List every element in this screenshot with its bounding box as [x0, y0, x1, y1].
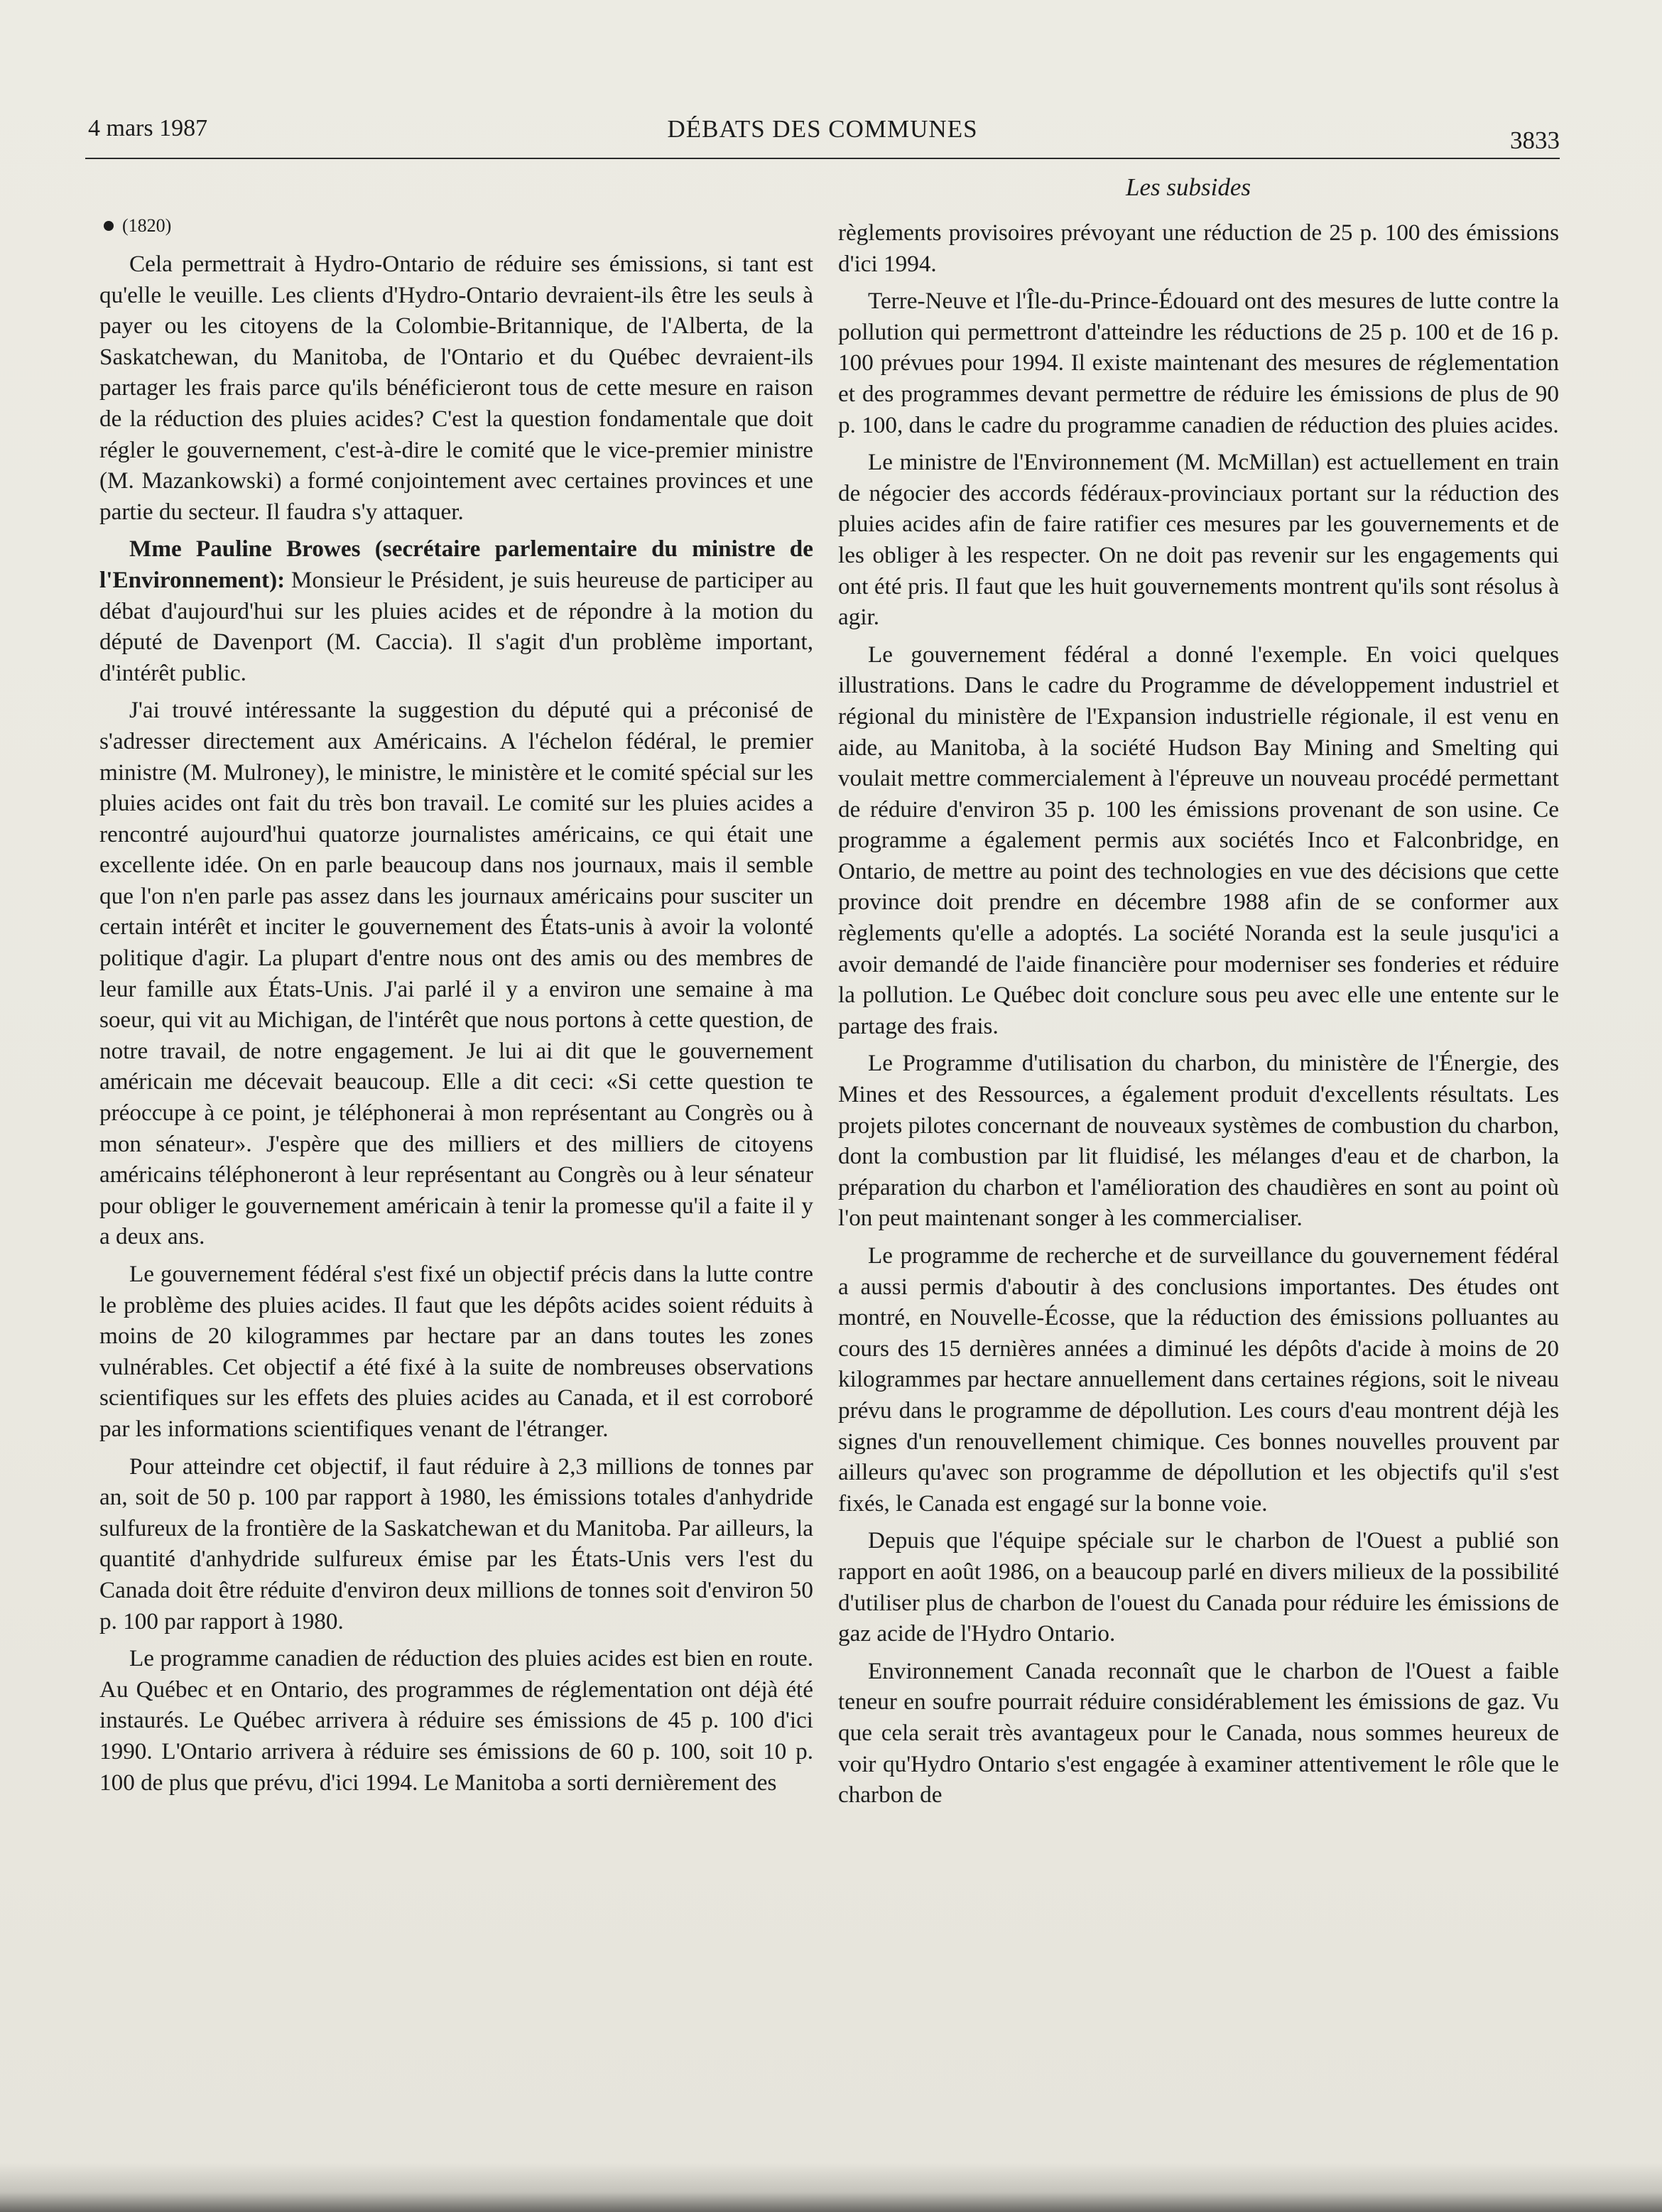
paragraph-continued: règlements provisoires prévoyant une réduction de 25 p. 100 des émissions d'ici 1994.	[838, 219, 1559, 277]
paragraph: Le programme de recherche et de surveillance du gouvernement fédéral a aussi permis d'aboutir à des conclusions importantes. Des études ont montré, en Nouvelle-Écosse, que la réduction des émissions polluantes au cours des 15 dernières années a diminué les dépôts d'acide à moins de 20 kilogrammes par hectare annuellement dans certaines régions, soit le niveau prévu dans le programme de dépollution. Les cours d'eau montrent déjà les signes d'un renouvellement chimique. Ces bonnes nouvelles prouvent par ailleurs qu'avec son programme de dépollution et les objectifs qu'il s'est fixés, le Canada est engagé sur la bonne voie.	[838, 1242, 1559, 1517]
left-column	[99, 213, 813, 1804]
time-marker-label: (1820)	[122, 215, 172, 236]
paragraph: J'ai trouvé intéressante la suggestion du député qui a préconisé de s'adresser directement aux Américains. A l'échelon fédéral, le premier ministre (M. Mulroney), le ministre, le ministère et le comité spécial sur les pluies acides ont fait du très bon travail. Le comité sur les pluies acides a rencontré aujourd'hui quatorze journalistes américains, ce qui était une excellente idée. On en parle beaucoup dans nos journaux, mais il semble que l'on n'en parle pas assez dans les journaux américains pour susciter un certain intérêt et inciter le gouvernement des États-unis à avoir la volonté politique d'agir. La plupart d'entre nous ont des amis ou des membres de leur famille aux États-Unis. J'ai parlé il y a environ une semaine à ma soeur, qui vit au Michigan, de l'intérêt que nous portons à cette question, de notre travail, de notre engagement. Je lui ai dit que le gouvernement américain me décevait beaucoup. Elle a dit ceci: «Si cette question te préoccupe à ce point, je téléphonerai à mon représentant au Congrès ou à mon sénateur». J'espère que des milliers et des milliers de citoyens américains téléphoneront à leur représentant au Congrès ou à leur sénateur pour obliger le gouvernement américain à tenir la promesse qu'il a faite il y a deux ans.	[99, 697, 813, 1250]
bullet-icon	[104, 221, 114, 231]
page-header	[85, 115, 1560, 159]
paragraph: Environnement Canada reconnaît que le charbon de l'Ouest a faible teneur en soufre pourrait réduire considérablement les émissions de gaz. Vu que cela serait très avantageux pour le Canada, nous sommes heureux de voir qu'Hydro Ontario s'est engagée à examiner attentivement le rôle que le charbon de	[838, 1657, 1559, 1809]
speaker-name: Mme Pauline Browes (secrétaire parlementaire du ministre de l'Environnement):	[99, 536, 813, 593]
header-date: 4 mars 1987	[88, 115, 208, 141]
paragraph-with-speaker	[99, 533, 813, 688]
time-marker	[99, 213, 813, 239]
paragraph: Depuis que l'équipe spéciale sur le charbon de l'Ouest a publié son rapport en août 1986, on a beaucoup parlé en divers milieux de la possibilité d'utiliser plus de charbon de l'ouest du Canada pour réduire les émissions de gaz acide de l'Hydro Ontario.	[838, 1527, 1559, 1647]
paragraph: Le gouvernement fédéral a donné l'exemple. En voici quelques illustrations. Dans le cadre du Programme de développement industriel et régional du ministère de l'Expansion industrielle régionale, il est venu en aide, au Manitoba, à la société Hudson Bay Mining and Smelting qui voulait mettre commercialement à l'épreuve un nouveau procédé permettant de réduire d'environ 35 p. 100 les émissions provenant de son usine. Ce programme a également permis aux sociétés Inco et Falconbridge, en Ontario, de mettre au point des technologies en vue des décisions que cette province doit prendre en décembre 1988 afin de se conformer aux règlements qu'elle a adoptés. La société Noranda est la seule jusqu'ici a avoir demandé de l'aide financière pour moderniser ses fonderies et réduire la pollution. Le Québec doit conclure sous peu avec elle une entente sur le partage des frais.	[838, 641, 1559, 1039]
speaker-text: Monsieur le Président, je suis heureuse de participer au débat d'aujourd'hui sur les pluies acides et de répondre à la motion du député de Davenport (M. Caccia). Il s'agit d'un problème important, d'intérêt public.	[99, 566, 813, 686]
paragraph: Le programme canadien de réduction des pluies acides est bien en route. Au Québec et en Ontario, des programmes de réglementation ont déjà été instaurés. Le Québec arrivera à réduire ses émissions de 45 p. 100 d'ici 1990. L'Ontario arrivera à réduire ses émissions de 60 p. 100, soit 10 p. 100 de plus que prévu, d'ici 1994. Le Manitoba a sorti dernièrement des	[99, 1645, 813, 1796]
right-column	[838, 217, 1559, 1817]
header-title: DÉBATS DES COMMUNES	[667, 115, 978, 143]
paragraph: Terre-Neuve et l'Île-du-Prince-Édouard ont des mesures de lutte contre la pollution qui permettront d'atteindre les réductions de 25 p. 100 et de 16 p. 100 prévues pour 1994. Il existe maintenant des mesures de réglementation et des programmes devant permettre de réduire les émissions de plus de 90 p. 100, dans le cadre du programme canadien de réduction des pluies acides.	[838, 288, 1559, 438]
paragraph: Cela permettrait à Hydro-Ontario de réduire ses émissions, si tant est qu'elle le veuille. Les clients d'Hydro-Ontario devraient-ils être les seuls à payer ou les citoyens de la Colombie-Britannique, de l'Alberta, de la Saskatchewan, du Manitoba, de l'Ontario et du Québec devraient-ils partager les frais parce qu'ils bénéficieront tous de cette mesure en raison de la réduction des pluies acides? C'est la question fondamentale que doit régler le gouvernement, c'est-à-dire le comité que le vice-premier ministre (M. Mazankowski) a formé conjointement avec certaines provinces et une partie du secteur. Il faudra s'y attaquer.	[99, 251, 813, 525]
page-edge-shadow	[0, 2162, 1662, 2212]
paragraph: Le gouvernement fédéral s'est fixé un objectif précis dans la lutte contre le problème des pluies acides. Il faut que les dépôts acides soient réduits à moins de 20 kilogrammes par hectare par an dans toutes les zones vulnérables. Cet objectif a été fixé à la suite de nombreuses observations scientifiques sur les effets des pluies acides au Canada, et il est corroboré par les informations scientifiques venant de l'étranger.	[99, 1261, 813, 1442]
paragraph: Le ministre de l'Environnement (M. McMillan) est actuellement en train de négocier des accords fédéraux-provinciaux portant sur la réduction des pluies acides afin de faire ratifier ces mesures par les gouvernements et de les obliger à les respecter. On ne doit pas revenir sur les engagements qui ont été pris. Il faut que les huit gouvernements montrent qu'ils sont résolus à agir.	[838, 449, 1559, 631]
header-page-number: 3833	[1510, 126, 1560, 154]
paragraph: Le Programme d'utilisation du charbon, du ministère de l'Énergie, des Mines et des Ressources, a également produit d'excellents résultats. Les projets pilotes concernant de nouveaux systèmes de combustion du charbon, dont la combustion par lit fluidisé, les mélanges d'eau et de charbon, la préparation du charbon et l'amélioration des chaudières en sont au point où l'on peut maintenant songer à les commercialiser.	[838, 1050, 1559, 1232]
paragraph: Pour atteindre cet objectif, il faut réduire à 2,3 millions de tonnes par an, soit de 50 p. 100 par rapport à 1980, les émissions totales d'anhydride sulfureux de la frontière de la Saskatchewan et du Manitoba. Par ailleurs, la quantité d'anhydride sulfureux émise par les États-Unis vers l'est du Canada doit être réduite d'environ deux millions de tonnes soit d'environ 50 p. 100 par rapport à 1980.	[99, 1453, 813, 1634]
section-heading: Les subsides	[1126, 173, 1251, 201]
